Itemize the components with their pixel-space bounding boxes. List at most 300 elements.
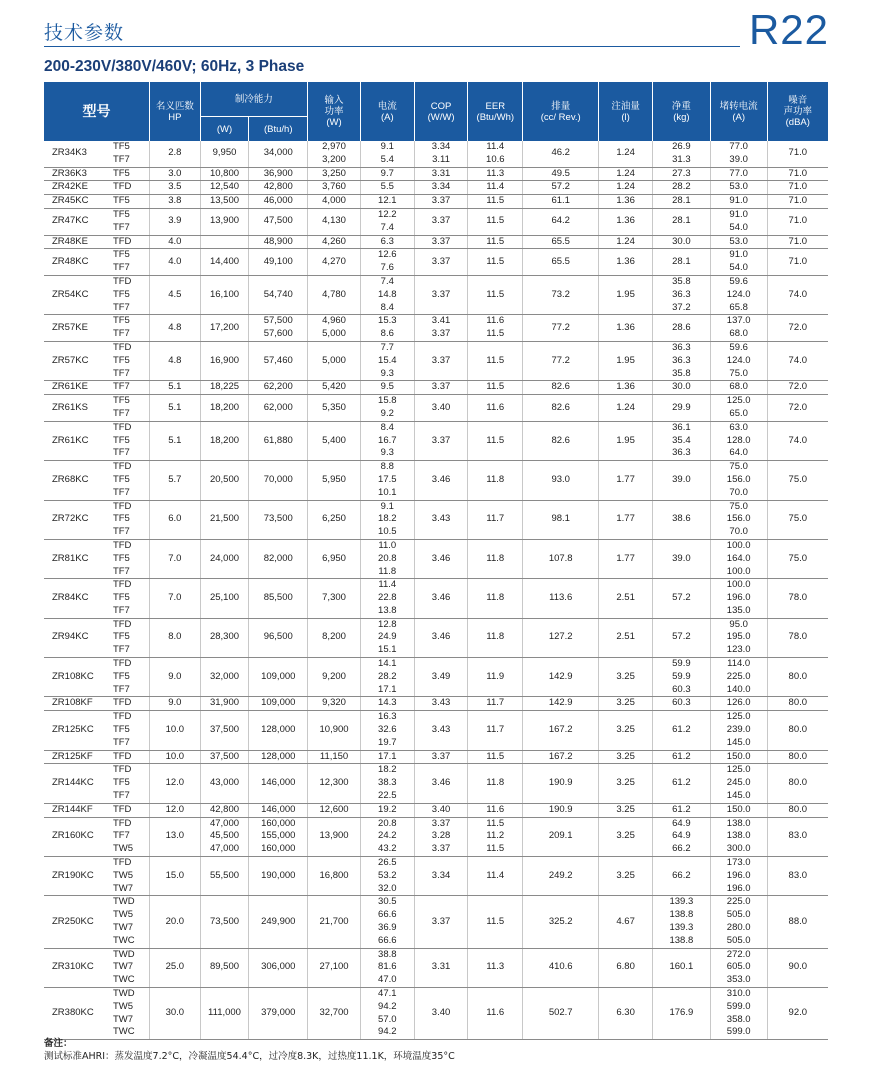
- noise-cell: 72.0: [767, 395, 828, 422]
- cop-value: 3.46: [431, 552, 451, 564]
- phase-cell: TFD: [112, 275, 132, 287]
- power-cell: [308, 249, 361, 276]
- eer-cell: [468, 803, 523, 817]
- oil-cell: 1.36: [599, 208, 653, 235]
- btu-cell: 57,600: [249, 328, 308, 341]
- cop-cell: [414, 750, 468, 764]
- lra-cell: 125.0: [710, 711, 767, 724]
- table-row: [44, 896, 828, 909]
- noise-cell: 71.0: [767, 208, 828, 235]
- hp-cell: 6.0: [149, 500, 200, 539]
- phase-cell: TF7: [111, 790, 150, 803]
- cop-value: 3.37: [431, 288, 451, 300]
- current-cell: 28.2: [360, 671, 414, 684]
- weight-cell: [652, 500, 710, 539]
- model-cell: ZR125KF: [44, 750, 111, 764]
- header-line: EER: [485, 100, 506, 112]
- model-cell: ZR54KC: [44, 275, 111, 314]
- lra-cell: 353.0: [710, 974, 767, 987]
- power-value: 11,150: [319, 750, 349, 762]
- eer-value: 11.6: [486, 803, 505, 815]
- lra-cell: [710, 167, 767, 181]
- oil-cell: 1.36: [599, 315, 653, 342]
- lra-cell: 54.0: [710, 262, 767, 275]
- eer-value: 11.8: [486, 473, 505, 485]
- noise-cell: 71.0: [767, 235, 828, 249]
- btu-cell: 82,000: [249, 539, 308, 578]
- current-value: 9.7: [380, 167, 394, 179]
- cop-cell: [414, 658, 468, 697]
- current-value: 6.3: [380, 235, 394, 247]
- current-cell: 36.9: [360, 922, 414, 935]
- weight-cell: 36.3: [652, 341, 710, 354]
- w-cell: 32,000: [200, 658, 249, 697]
- phase-cell: TF7: [111, 526, 150, 539]
- weight-cell: [652, 167, 710, 181]
- cop-value: 3.37: [431, 354, 451, 366]
- power-value: 21,700: [319, 915, 349, 927]
- eer-cell: [468, 711, 523, 750]
- lra-cell: 605.0: [710, 961, 767, 974]
- hp-cell: 4.0: [149, 235, 200, 249]
- phase-cell: TF5: [112, 141, 130, 152]
- current-cell: 12.8: [360, 618, 414, 631]
- phase-cell: TFD: [112, 500, 132, 512]
- table-row: [44, 315, 828, 328]
- cop-value: 3.37: [431, 215, 451, 227]
- eer-cell: 11.5: [468, 843, 523, 856]
- current-cell: 19.7: [360, 737, 414, 750]
- current-cell: [360, 167, 414, 181]
- eer-value: 11.5: [486, 750, 505, 762]
- hp-cell: 3.8: [149, 195, 200, 209]
- eer-value: 11.7: [486, 724, 505, 736]
- cop-value: 3.46: [431, 777, 451, 789]
- noise-cell: 78.0: [767, 579, 828, 618]
- phase-cell: TF7: [111, 328, 150, 341]
- phase-cell: TF7: [112, 830, 130, 842]
- disp-cell: 65.5: [523, 235, 599, 249]
- eer-value: 11.6: [486, 1007, 505, 1019]
- disp-cell: 64.2: [523, 208, 599, 235]
- current-cell: 18.2: [360, 764, 414, 777]
- model-cell: ZR190KC: [44, 857, 111, 896]
- model-cell: ZR84KC: [44, 579, 111, 618]
- phase-cell: TW5: [111, 843, 150, 856]
- w-cell: 17,200: [200, 315, 249, 342]
- notes: [44, 1037, 455, 1063]
- lra-cell: 599.0: [710, 1001, 767, 1014]
- weight-value: 28.1: [672, 215, 691, 227]
- cop-cell: [414, 275, 468, 314]
- cop-value: 3.46: [431, 592, 451, 604]
- cop-cell: [414, 235, 468, 249]
- table-row: [44, 141, 828, 154]
- noise-cell: 90.0: [767, 948, 828, 987]
- current-cell: 15.3: [360, 315, 414, 328]
- weight-cell: [652, 857, 710, 896]
- power-value: 9,200: [322, 670, 346, 682]
- cop-cell: [414, 948, 468, 987]
- current-value: 17.1: [378, 750, 397, 762]
- cop-cell: 3.28: [414, 830, 468, 843]
- eer-cell: [468, 618, 523, 657]
- power-value: 5,000: [322, 354, 346, 366]
- disp-cell: 209.1: [523, 817, 599, 856]
- eer-cell: [468, 421, 523, 460]
- phase-cell: TFD: [112, 461, 132, 473]
- weight-cell: [652, 181, 710, 195]
- disp-cell: 77.2: [523, 315, 599, 342]
- hp-cell: 3.0: [149, 167, 200, 181]
- w-cell: 45,500: [200, 830, 249, 843]
- current-cell: 16.7: [360, 435, 414, 448]
- w-cell: 16,100: [200, 275, 249, 314]
- lra-cell: 70.0: [710, 487, 767, 500]
- weight-cell: 64.9: [652, 817, 710, 830]
- w-cell: 47,000: [200, 843, 249, 856]
- cop-cell: 3.37: [414, 328, 468, 341]
- weight-cell: 64.9: [652, 830, 710, 843]
- header-line: 堵转电流: [719, 100, 758, 112]
- hp-cell: 5.1: [149, 421, 200, 460]
- btu-cell: 249,900: [249, 896, 308, 948]
- model-cell: ZR57KC: [44, 341, 111, 380]
- weight-value: 61.2: [672, 724, 691, 736]
- weight-cell: [652, 764, 710, 803]
- eer-value: 11.5: [486, 255, 505, 267]
- disp-cell: 127.2: [523, 618, 599, 657]
- table-row: [44, 579, 828, 592]
- eer-value: 11.6: [486, 401, 505, 413]
- oil-cell: 3.25: [599, 764, 653, 803]
- current-cell: 20.8: [360, 553, 414, 566]
- hp-cell: 9.0: [149, 658, 200, 697]
- model-cell: ZR144KF: [44, 803, 111, 817]
- model-cell: ZR144KC: [44, 764, 111, 803]
- phase-cell: TF7: [111, 368, 150, 381]
- current-cell: 7.7: [360, 341, 414, 354]
- header-line: (cc/ Rev.): [540, 111, 581, 123]
- current-value: 5.5: [380, 181, 394, 193]
- header-oil: [599, 82, 653, 141]
- hp-cell: 4.8: [149, 315, 200, 342]
- noise-cell: 74.0: [767, 275, 828, 314]
- cop-value: 3.37: [431, 255, 451, 267]
- eer-value: 11.5: [486, 915, 505, 927]
- eer-value: 11.5: [486, 288, 505, 300]
- eer-cell: [468, 539, 523, 578]
- phase-cell: TF7: [111, 262, 150, 275]
- eer-cell: [468, 857, 523, 896]
- eer-cell: [468, 381, 523, 395]
- header-line: HP: [168, 111, 182, 123]
- eer-cell: [468, 658, 523, 697]
- eer-cell: 11.2: [468, 830, 523, 843]
- btu-cell: 160,000: [249, 843, 308, 856]
- weight-cell: 35.8: [652, 368, 710, 381]
- oil-cell: 1.24: [599, 395, 653, 422]
- phase-cell: TF7: [111, 605, 150, 618]
- power-cell: [308, 658, 361, 697]
- notes-label: 备注：: [44, 1038, 73, 1049]
- phase-cell: TF7: [111, 644, 150, 657]
- header-line: (Btu/Wh): [476, 111, 515, 123]
- oil-cell: 6.30: [599, 988, 653, 1040]
- lra-cell: 196.0: [710, 883, 767, 896]
- oil-cell: 1.24: [599, 235, 653, 249]
- weight-value: 30.0: [672, 235, 691, 247]
- phase-cell: TFD: [111, 750, 150, 764]
- model-cell: ZR108KC: [44, 658, 111, 697]
- weight-value: 28.1: [672, 195, 691, 207]
- lra-cell: 59.6: [710, 275, 767, 288]
- phase-cell: TW5: [112, 1000, 133, 1012]
- disp-cell: 190.9: [523, 803, 599, 817]
- table-row: [44, 697, 828, 711]
- current-cell: 11.0: [360, 539, 414, 552]
- noise-cell: 72.0: [767, 315, 828, 342]
- cop-value: 3.43: [431, 697, 451, 709]
- current-cell: 57.0: [360, 1014, 414, 1027]
- lra-cell: 114.0: [710, 658, 767, 671]
- btu-cell: 42,800: [249, 181, 308, 195]
- current-cell: 94.2: [360, 1026, 414, 1039]
- lra-cell: 138.0: [710, 830, 767, 843]
- weight-cell: [652, 208, 710, 235]
- disp-cell: 49.5: [523, 167, 599, 181]
- weight-cell: [652, 579, 710, 618]
- header-line: 注油量: [611, 100, 640, 112]
- power-value: 5,350: [322, 401, 346, 413]
- eer-value: 11.5: [486, 434, 505, 446]
- table-row: [44, 167, 828, 181]
- btu-cell: 146,000: [249, 764, 308, 803]
- power-cell: [308, 857, 361, 896]
- eer-value: 11.4: [486, 181, 505, 193]
- disp-cell: 325.2: [523, 896, 599, 948]
- hp-cell: 4.8: [149, 341, 200, 380]
- lra-cell: 358.0: [710, 1014, 767, 1027]
- lra-cell: 280.0: [710, 922, 767, 935]
- hp-cell: 15.0: [149, 857, 200, 896]
- lra-cell: 164.0: [710, 553, 767, 566]
- weight-value: 28.1: [672, 255, 691, 267]
- noise-cell: 71.0: [767, 181, 828, 195]
- weight-cell: [652, 461, 710, 500]
- disp-cell: 77.2: [523, 341, 599, 380]
- phase-cell: TF7: [111, 302, 150, 315]
- eer-cell: 10.6: [468, 154, 523, 167]
- current-cell: [360, 750, 414, 764]
- hp-cell: 4.5: [149, 275, 200, 314]
- table-row: [44, 461, 828, 474]
- spec-table-body: [44, 141, 828, 1040]
- btu-cell: 61,880: [249, 421, 308, 460]
- oil-cell: 1.36: [599, 195, 653, 209]
- lra-cell: 196.0: [710, 592, 767, 605]
- btu-cell: 109,000: [249, 697, 308, 711]
- power-cell: [308, 750, 361, 764]
- disp-cell: 82.6: [523, 381, 599, 395]
- btu-cell: 190,000: [249, 857, 308, 896]
- current-cell: 15.4: [360, 355, 414, 368]
- header-hp: [149, 82, 200, 141]
- power-value: 5,400: [322, 434, 346, 446]
- noise-cell: 80.0: [767, 764, 828, 803]
- model-cell: ZR380KC: [44, 988, 111, 1040]
- eer-value: 11.5: [486, 235, 505, 247]
- weight-cell: 59.9: [652, 671, 710, 684]
- phase-cell: TF7: [111, 487, 150, 500]
- weight-cell: 31.3: [652, 154, 710, 167]
- header-line: (W/W): [427, 111, 455, 123]
- noise-cell: 74.0: [767, 341, 828, 380]
- noise-cell: 83.0: [767, 857, 828, 896]
- hp-cell: 10.0: [149, 711, 200, 750]
- current-cell: 9.1: [360, 141, 414, 154]
- phase-cell: TW7: [112, 1013, 133, 1025]
- model-cell: ZR57KE: [44, 315, 111, 342]
- phase-cell: TF5: [112, 631, 130, 643]
- header-cooling-btu: (Btu/h): [249, 117, 308, 142]
- current-cell: 17.5: [360, 474, 414, 487]
- power-cell: [308, 896, 361, 948]
- weight-cell: 26.9: [652, 141, 710, 154]
- table-row: [44, 988, 828, 1001]
- current-cell: 15.1: [360, 644, 414, 657]
- cop-cell: [414, 988, 468, 1040]
- lra-value: 53.0: [729, 235, 748, 247]
- noise-cell: 75.0: [767, 461, 828, 500]
- phase-cell: TF7: [111, 381, 150, 395]
- btu-cell: 146,000: [249, 803, 308, 817]
- phase-cell: TFD: [112, 711, 132, 723]
- lra-cell: 75.0: [710, 461, 767, 474]
- power-cell: [308, 341, 361, 380]
- w-cell: 20,500: [200, 461, 249, 500]
- oil-cell: 1.24: [599, 141, 653, 167]
- lra-cell: 245.0: [710, 777, 767, 790]
- weight-cell: 138.8: [652, 935, 710, 948]
- model-cell: ZR61KE: [44, 381, 111, 395]
- phase-cell: TF5: [111, 195, 150, 209]
- power-value: 6,950: [322, 552, 346, 564]
- oil-cell: 6.80: [599, 948, 653, 987]
- btu-cell: 109,000: [249, 658, 308, 697]
- power-cell: [308, 461, 361, 500]
- btu-cell: 155,000: [249, 830, 308, 843]
- header-noise: [767, 82, 828, 141]
- header-current: [360, 82, 414, 141]
- power-cell: [308, 539, 361, 578]
- lra-cell: 77.0: [710, 141, 767, 154]
- current-cell: 7.6: [360, 262, 414, 275]
- power-value: 12,300: [319, 777, 349, 789]
- hp-cell: 5.7: [149, 461, 200, 500]
- lra-cell: 135.0: [710, 605, 767, 618]
- current-cell: 47.1: [360, 988, 414, 1001]
- disp-cell: 57.2: [523, 181, 599, 195]
- noise-cell: 80.0: [767, 697, 828, 711]
- weight-value: 39.0: [672, 552, 691, 564]
- lra-cell: 195.0: [710, 631, 767, 644]
- page-title: 技术参数: [44, 22, 125, 44]
- cop-cell: [414, 208, 468, 235]
- phase-cell: TWD: [112, 948, 135, 960]
- disp-cell: 93.0: [523, 461, 599, 500]
- weight-cell: 60.3: [652, 684, 710, 697]
- power-value: 27,100: [319, 961, 349, 973]
- model-cell: ZR125KC: [44, 711, 111, 750]
- eer-cell: [468, 341, 523, 380]
- current-cell: 7.4: [360, 275, 414, 288]
- header-line: 声功率: [783, 106, 813, 117]
- power-cell: 3,200: [308, 154, 361, 167]
- current-cell: 15.8: [360, 395, 414, 408]
- phase-cell: TF7: [111, 447, 150, 460]
- oil-cell: 3.25: [599, 750, 653, 764]
- cop-value: 3.37: [431, 750, 451, 762]
- table-row: [44, 275, 828, 288]
- eer-cell: 11.5: [468, 817, 523, 830]
- lra-cell: 505.0: [710, 935, 767, 948]
- weight-cell: 37.2: [652, 302, 710, 315]
- w-cell: 42,800: [200, 803, 249, 817]
- weight-cell: [652, 235, 710, 249]
- lra-cell: [710, 697, 767, 711]
- hp-cell: 7.0: [149, 579, 200, 618]
- lra-cell: [710, 235, 767, 249]
- oil-cell: 1.36: [599, 249, 653, 276]
- power-cell: [308, 803, 361, 817]
- cop-cell: 3.34: [414, 141, 468, 154]
- power-cell: [308, 500, 361, 539]
- eer-value: 11.8: [486, 777, 505, 789]
- cop-cell: [414, 341, 468, 380]
- current-cell: [360, 381, 414, 395]
- current-cell: 10.1: [360, 487, 414, 500]
- eer-cell: [468, 395, 523, 422]
- weight-cell: 139.3: [652, 896, 710, 909]
- oil-cell: 3.25: [599, 817, 653, 856]
- eer-cell: [468, 948, 523, 987]
- weight-value: 61.2: [672, 777, 691, 789]
- phase-cell: TW7: [112, 961, 133, 973]
- disp-cell: 190.9: [523, 764, 599, 803]
- power-value: 32,700: [319, 1007, 349, 1019]
- current-cell: 16.3: [360, 711, 414, 724]
- header-weight: [652, 82, 710, 141]
- phase-cell: TFD: [111, 235, 150, 249]
- weight-cell: 36.3: [652, 355, 710, 368]
- btu-cell: 70,000: [249, 461, 308, 500]
- cop-cell: [414, 711, 468, 750]
- eer-cell: [468, 750, 523, 764]
- current-cell: 9.3: [360, 368, 414, 381]
- weight-value: 27.3: [672, 167, 691, 179]
- cop-cell: 3.11: [414, 154, 468, 167]
- phase-cell: TFD: [111, 697, 150, 711]
- lra-cell: 59.6: [710, 341, 767, 354]
- table-row: [44, 395, 828, 408]
- power-cell: [308, 275, 361, 314]
- power-value: 4,260: [322, 235, 346, 247]
- oil-cell: 1.77: [599, 461, 653, 500]
- current-cell: [360, 181, 414, 195]
- noise-cell: 83.0: [767, 817, 828, 856]
- weight-cell: [652, 697, 710, 711]
